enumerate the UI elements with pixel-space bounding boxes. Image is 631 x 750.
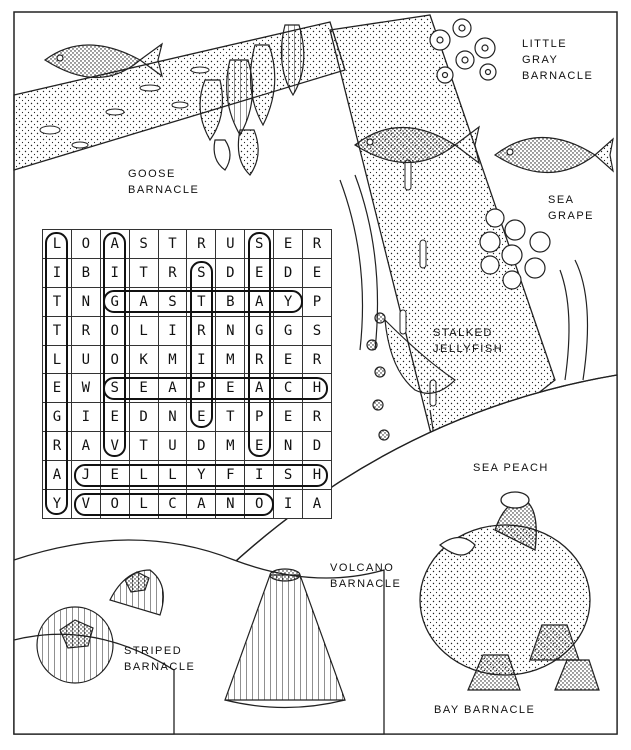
grid-cell: I [71,403,100,432]
grid-cell: P [245,403,274,432]
grid-cell: T [129,432,158,461]
grid-cell: N [158,403,187,432]
label-little-gray-barnacle [522,36,593,84]
grid-cell: R [187,230,216,259]
grid-cell: I [245,461,274,490]
label-line: BARNACLE [128,184,200,196]
grid-cell: D [303,432,332,461]
grid-row [43,490,332,519]
label-sea-peach [473,460,549,476]
grid-cell: A [303,490,332,519]
grid-cell: N [274,432,303,461]
grid-cell: I [158,316,187,345]
grid-row [43,230,332,259]
grid-cell: D [187,432,216,461]
grid-cell: W [71,374,100,403]
grid-cell: I [100,258,129,287]
grid-cell: U [71,345,100,374]
grid-cell: E [129,374,158,403]
grid-row [43,461,332,490]
grid-cell: L [43,345,72,374]
label-line: BARNACLE [330,578,402,590]
grid-cell: R [158,258,187,287]
grid-cell: V [100,432,129,461]
grid-cell: S [158,287,187,316]
grid-cell: M [216,345,245,374]
grid-cell: E [216,374,245,403]
grid-cell: R [303,230,332,259]
grid-cell: T [158,230,187,259]
grid-cell: D [274,258,303,287]
grid-cell: F [216,461,245,490]
grid-cell: C [274,374,303,403]
grid-cell: L [129,461,158,490]
grid-cell: O [100,345,129,374]
grid-cell: N [216,316,245,345]
label-line: GOOSE [128,168,176,180]
grid-cell: O [245,490,274,519]
grid-cell: I [187,345,216,374]
grid-row [43,374,332,403]
grid-row [43,258,332,287]
grid-cell: A [71,432,100,461]
grid-cell: R [245,345,274,374]
grid-cell: R [303,345,332,374]
grid-cell: E [274,345,303,374]
grid-cell: J [71,461,100,490]
grid-cell: L [43,230,72,259]
grid-cell: A [129,287,158,316]
label-line: GRAY [522,54,559,66]
grid-cell: E [274,230,303,259]
grid-cell: M [216,432,245,461]
grid-cell: E [274,403,303,432]
grid-cell: S [245,230,274,259]
grid-cell: L [158,461,187,490]
grid-cell: E [100,403,129,432]
grid-cell: A [245,287,274,316]
grid-cell: M [158,345,187,374]
label-line: GRAPE [548,210,595,222]
grid-cell: H [303,461,332,490]
grid-cell: C [158,490,187,519]
grid-cell: T [129,258,158,287]
label-line: VOLCANO [330,562,395,574]
grid-cell: E [100,461,129,490]
grid-cell: S [129,230,158,259]
grid-cell: R [43,432,72,461]
label-line: STALKED [433,327,493,339]
label-line: BARNACLE [124,661,196,673]
label-sea-grape [548,192,594,224]
label-line: SEA [548,194,575,206]
grid-cell: G [245,316,274,345]
grid-cell: Y [43,490,72,519]
label-line: BAY BARNACLE [434,704,536,716]
grid-cell: S [100,374,129,403]
label-line: SEA PEACH [473,462,549,474]
word-search-table [42,229,332,519]
label-line: JELLYFISH [433,343,504,355]
grid-cell: A [158,374,187,403]
grid-cell: T [187,287,216,316]
label-goose-barnacle [128,166,199,198]
grid-cell: H [303,374,332,403]
grid-cell: V [71,490,100,519]
grid-cell: B [71,258,100,287]
grid-cell: E [245,432,274,461]
label-stalked-jellyfish [433,325,503,357]
label-line: LITTLE [522,38,568,50]
grid-cell: I [274,490,303,519]
grid-cell: E [187,403,216,432]
grid-cell: U [216,230,245,259]
grid-cell: Y [187,461,216,490]
grid-cell: S [274,461,303,490]
grid-cell: L [129,316,158,345]
word-search-grid [42,229,332,519]
grid-cell: D [129,403,158,432]
grid-cell: T [43,287,72,316]
grid-row [43,432,332,461]
grid-cell: I [43,258,72,287]
grid-cell: O [100,490,129,519]
grid-cell: B [216,287,245,316]
grid-cell: E [303,258,332,287]
label-striped-barnacle [124,643,195,675]
grid-cell: L [129,490,158,519]
grid-cell: A [100,230,129,259]
grid-cell: A [187,490,216,519]
grid-row [43,316,332,345]
grid-cell: N [216,490,245,519]
grid-cell: G [274,316,303,345]
grid-cell: O [71,230,100,259]
label-volcano-barnacle [330,560,401,592]
grid-cell: R [303,403,332,432]
grid-row [43,403,332,432]
grid-cell: E [43,374,72,403]
grid-cell: R [187,316,216,345]
grid-row [43,287,332,316]
grid-cell: N [71,287,100,316]
grid-cell: T [216,403,245,432]
grid-row [43,345,332,374]
grid-cell: A [245,374,274,403]
grid-cell: Y [274,287,303,316]
label-line: STRIPED [124,645,183,657]
grid-cell: T [43,316,72,345]
label-bay-barnacle [434,702,535,718]
grid-cell: R [71,316,100,345]
grid-cell: A [43,461,72,490]
grid-cell: S [187,258,216,287]
grid-cell: G [100,287,129,316]
grid-cell: G [43,403,72,432]
grid-cell: P [187,374,216,403]
grid-cell: U [158,432,187,461]
grid-cell: D [216,258,245,287]
grid-cell: P [303,287,332,316]
grid-cell: K [129,345,158,374]
grid-cell: O [100,316,129,345]
grid-cell: S [303,316,332,345]
grid-cell: E [245,258,274,287]
fish-right [495,138,613,173]
label-line: BARNACLE [522,70,594,82]
